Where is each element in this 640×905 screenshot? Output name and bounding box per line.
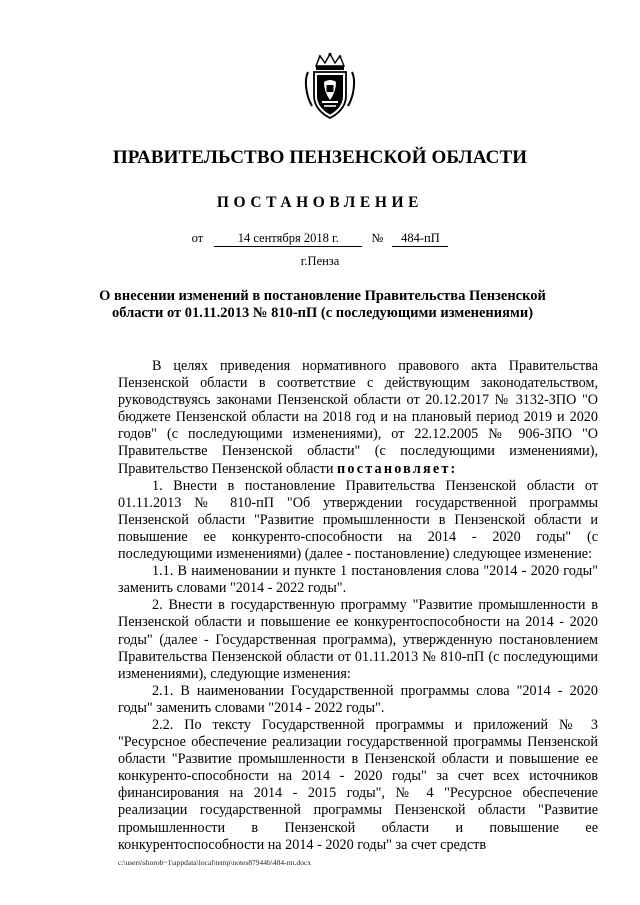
decree-word: постановляет: (337, 460, 458, 477)
document-subject: О внесении изменений в постановление Правительства Пензенской области от 01.11.2013 № 810-пП (с последующими изменениями) (99, 288, 546, 321)
number-prefix: № (371, 231, 384, 245)
document-date: 14 сентября 2018 г. (214, 232, 362, 247)
paragraph-2: 2. Внести в государственную программу "Развитие промышленности в Пензенской области и повышение ее конкурентоспособности на 2014 - 2020 годы" (далее - Государственная программа), утвержденную постановлением Правительства Пензенской области от 01.11.2013 № 810-пП (с последующими изменениями), следующие изменения: (118, 597, 598, 682)
coat-of-arms-icon (302, 52, 358, 122)
date-prefix: от (191, 231, 204, 245)
government-title: ПРАВИТЕЛЬСТВО ПЕНЗЕНСКОЙ ОБЛАСТИ (112, 147, 528, 168)
document-number: 484-пП (392, 232, 448, 247)
city: г.Пенза (300, 254, 340, 268)
document-body (118, 358, 598, 854)
date-number-line (0, 231, 640, 247)
footer-file-path: c:\users\shorob~1\appdata\local\temp\notes87944b\484-пп.docx (118, 858, 312, 867)
paragraph-1: 1. Внести в постановление Правительства Пензенской области от 01.11.2013 № 810-пП "Об утверждении государственной программы Пензенской области "Развитие промышленности в Пензенской области и повышение ее конкуренто-способности на 2014 - 2020 годы" (с последующими изменениями) (далее - постановление) следующее изменение: (118, 477, 598, 563)
document-type: ПОСТАНОВЛЕНИЕ (216, 194, 424, 211)
preamble-text: В целях приведения нормативного правового акта Правительства Пензенской области в соответствие с действующим законодательством, руководствуясь законами Пензенской области от 20.12.2017 № 3132-ЗПО "О бюджете Пензенской области на 2018 год и на плановый период 2019 и 2020 годов" (с последующими изменениями), от 22.12.2005 № 906-ЗПО "О Правительстве Пензенской области" (с последующими изменениями), Правительство Пензенской области (118, 358, 598, 477)
preamble-paragraph (118, 358, 598, 478)
paragraph-2-1: 2.1. В наименовании Государственной программы слова "2014 - 2020 годы" заменить словами "2014 - 2022 годы". (118, 682, 598, 716)
paragraph-1-1: 1.1. В наименовании и пункте 1 постановления слова "2014 - 2020 годы" заменить словами "2014 - 2022 годы". (118, 563, 598, 597)
paragraph-2-2: 2.2. По тексту Государственной программы и приложений № 3 "Ресурсное обеспечение реализации государственной программы Пензенской области "Развитие промышленности в Пензенской области и повышение ее конкуренто-способности на 2014 - 2020 годы" за счет всех источников финансирования на 2014 - 2015 годы", № 4 "Ресурсное обеспечение реализации государственной программы Пензенской области "Развитие промышленности в Пензенской области и повышение ее конкурентоспособности на 2014 - 2020 годы" за счет средств (118, 716, 598, 853)
